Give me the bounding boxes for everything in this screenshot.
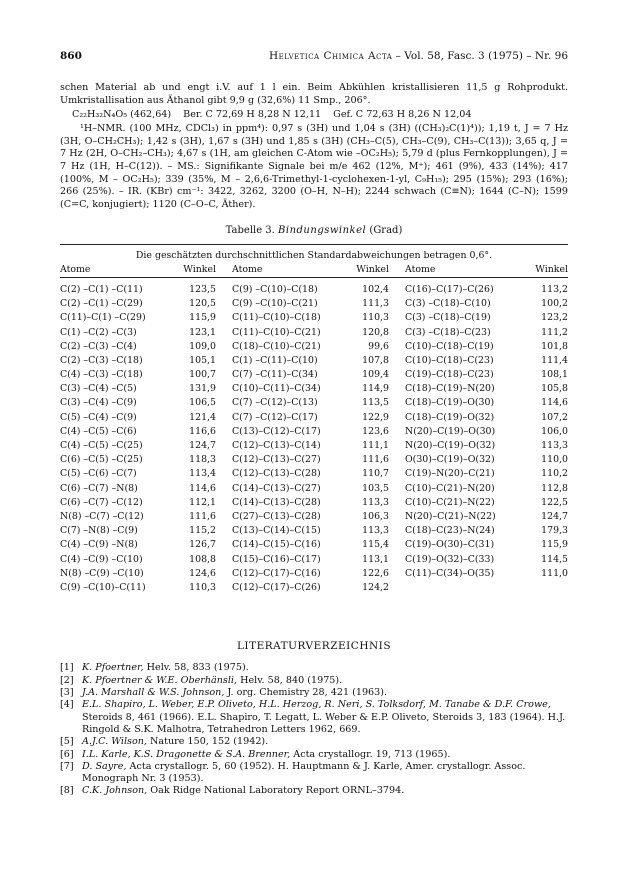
reference-number: [5] — [60, 736, 74, 748]
table-row — [60, 325, 568, 339]
page — [60, 50, 568, 798]
molecular-formula: C₂₂H₃₂N₄O₅ (462,64) — [72, 109, 172, 121]
atoms-cell: C(7) –N(8) –C(9) — [60, 525, 138, 537]
table-row — [60, 538, 568, 552]
atoms-cell: C(6) –C(7) –C(12) — [60, 496, 143, 508]
atoms-cell: C(7) –C(12)–C(17) — [232, 411, 318, 423]
reference-number: [2] — [60, 674, 74, 686]
reference-item — [60, 687, 568, 699]
atoms-cell: C(1) –C(2) –C(3) — [60, 326, 137, 338]
table-caption-suffix: (Grad) — [369, 225, 403, 237]
reference-source: Helv. 58, 840 (1975). — [237, 674, 343, 686]
bond-angle-table — [60, 244, 568, 594]
found-values: Gef. C 72,63 H 8,26 N 12,04 — [333, 109, 472, 121]
atoms-cell: C(12)–C(13)–C(14) — [232, 440, 321, 451]
atoms-cell: C(13)–C(14)–C(15) — [232, 525, 321, 537]
angle-cell: 122,6 — [362, 567, 389, 579]
reference-text — [82, 761, 568, 786]
table-caption-title: Bindungswinkel — [278, 225, 367, 237]
header-angle-1: Winkel — [170, 262, 232, 278]
table-row — [60, 509, 568, 523]
references-title: LITERATURVERZEICHNIS — [236, 640, 392, 653]
atoms-cell: C(6) –C(7) –N(8) — [60, 482, 138, 494]
angle-cell: 103,5 — [362, 482, 389, 494]
angle-cell: 110,2 — [541, 468, 568, 480]
angle-cell: 111,3 — [362, 298, 389, 310]
angle-cell: 101,8 — [541, 340, 568, 352]
angle-cell: 115,2 — [189, 525, 216, 537]
reference-text — [82, 749, 568, 761]
reference-source: J. org. Chemistry 28, 421 (1963). — [224, 687, 388, 699]
reference-text — [82, 785, 568, 797]
reference-number: [8] — [60, 785, 74, 797]
reference-item — [60, 699, 568, 736]
angle-cell: 110,3 — [362, 312, 389, 324]
angle-cell: 113,3 — [362, 496, 389, 508]
atoms-cell: C(5) –C(4) –C(9) — [60, 411, 137, 423]
angle-cell: 113,1 — [362, 553, 389, 565]
angle-cell: 115,9 — [189, 312, 216, 324]
reference-item — [60, 761, 568, 786]
reference-item — [60, 662, 568, 674]
angle-cell: 110,0 — [541, 454, 568, 466]
journal-title: Helvetica Chimica Acta — [269, 50, 393, 62]
atoms-cell: C(9) –C(10)–C(18) — [232, 283, 318, 295]
angle-cell: 107,2 — [541, 411, 568, 423]
atoms-cell: C(10)–C(11)–C(34) — [232, 383, 321, 395]
table-caption-prefix: Tabelle 3. — [225, 225, 275, 237]
reference-text — [82, 687, 568, 699]
table-note-row — [60, 245, 568, 263]
table-caption — [60, 225, 568, 236]
angle-cell: 110,3 — [189, 581, 216, 593]
reference-authors: A.J.C. Wilson, — [82, 736, 147, 748]
reference-number: [1] — [60, 662, 74, 674]
table-row — [60, 438, 568, 452]
page-number: 860 — [60, 50, 82, 62]
spectra-paragraph: ¹H–NMR. (100 MHz, CDCl₃) in ppm⁴): 0,97 s (3H) und 1,04 s (3H) ((CH₃)₂C(1)⁴)); 1,19 t, J = 7 Hz (3H, O–CH₂CH₃); 1,42 s (3H), 1,67 s (3H) und 1,85 s (3H) (CH₃–C(5), CH₃–C(9), CH₃–C(13)); 3,65 q, J = 7 Hz (2H, O–CH₂–CH₃); 4,67 s (1H, am gleichen C-Atom wie –OC₂H₅); 5,79 d (plus Fernkopplungen), J = 7 Hz (1H, H–C(12)). – MS.: Signifikante Signale bei m/e 462 (12%, M⁺); 461 (9%), 433 (14%); 417 (100%, M – OC₂H₅); 339 (35%, M – 2,6,6-Trimethyl-1-cyclohexen-1-yl, C₉H₁₅); 295 (15%); 293 (16%); 266 (25%). – IR. (KBr) cm⁻¹: 3422, 3262, 3200 (O–H, N–H); 2244 schwach (C≡N); 1644 (C–N); 1599 (C=C, konjugiert); 1120 (C–O–C, Äther). — [60, 123, 568, 210]
reference-text — [82, 699, 568, 736]
reference-source: Acta crystallogr. 5, 60 (1952). H. Hauptmann & J. Karle, Amer. crystallogr. Assoc. Monograph Nr. 3 (1953). — [82, 760, 526, 785]
atoms-cell: C(18)–C(19)–O(30) — [405, 397, 495, 409]
atoms-cell: C(1) –C(11)–C(10) — [232, 354, 318, 366]
angle-cell: 109,4 — [362, 369, 389, 381]
angle-cell: 105,1 — [189, 354, 216, 366]
table-row — [60, 311, 568, 325]
atoms-cell: C(11)–C(10)–C(18) — [232, 312, 321, 324]
atoms-cell: C(3) –C(18)–C(10) — [405, 298, 491, 310]
reference-item — [60, 749, 568, 761]
atoms-cell: C(27)–C(13)–C(28) — [232, 510, 321, 522]
atoms-cell: C(5) –C(6) –C(7) — [60, 468, 137, 480]
intro-paragraph: schen Material ab und engt i.V. auf 1 l ein. Beim Abkühlen kristallisieren 11,5 g Rohprodukt. Umkristallisation aus Äthanol gibt 9,9 g (32,6%) 11 Smp., 206°. — [60, 82, 568, 106]
reference-number: [6] — [60, 748, 74, 760]
angle-cell: 102,4 — [362, 283, 389, 295]
angle-cell: 113,2 — [541, 283, 568, 295]
header-angle-3: Winkel — [525, 262, 568, 278]
angle-cell: 114,9 — [362, 383, 389, 395]
angle-cell: 111,6 — [362, 454, 389, 466]
atoms-cell: C(12)–C(13)–C(28) — [232, 468, 321, 480]
angle-cell: 111,2 — [541, 326, 568, 338]
atoms-cell: C(9) –C(10)–C(21) — [232, 298, 318, 310]
angle-cell: 123,5 — [189, 283, 216, 295]
atoms-cell: C(9) –C(10)–C(11) — [60, 581, 146, 593]
angle-cell: 113,3 — [362, 525, 389, 537]
angle-cell: 122,9 — [362, 411, 389, 423]
angle-cell: 116,6 — [189, 425, 216, 437]
angle-cell: 124,7 — [189, 440, 216, 451]
angle-cell: 99,6 — [368, 340, 389, 352]
reference-text — [82, 675, 568, 687]
table-row — [60, 524, 568, 538]
atoms-cell — [405, 580, 525, 594]
angle-cell: 113,5 — [362, 397, 389, 409]
table-row — [60, 580, 568, 594]
journal-line — [269, 50, 568, 62]
atoms-cell: C(2) –C(1) –C(29) — [60, 298, 143, 310]
angle-cell: 108,1 — [541, 369, 568, 381]
atoms-cell: C(4) –C(3) –C(18) — [60, 369, 143, 381]
reference-authors: J.A. Marshall & W.S. Johnson, — [82, 687, 225, 699]
header-atoms-2: Atome — [232, 262, 347, 278]
angle-cell: 112,8 — [541, 482, 568, 494]
atoms-cell: C(7) –C(12)–C(13) — [232, 397, 318, 409]
table-row — [60, 339, 568, 353]
reference-source: Steroids 8, 461 (1966). E.L. Shapiro, T. Legatt, L. Weber & E.P. Oliveto, Steroids 3, 183 (1964). H.J. Ringold & S.K. Malhotra, Tetrahedron Letters 1962, 669. — [82, 711, 566, 735]
reference-text — [82, 662, 568, 674]
atoms-cell: C(3) –C(4) –C(9) — [60, 397, 137, 409]
table-row — [60, 297, 568, 311]
angle-cell: 126,7 — [189, 539, 216, 551]
angle-cell: 118,3 — [189, 454, 216, 466]
atoms-cell: C(18)–C(23)–N(24) — [405, 525, 495, 537]
table-row — [60, 552, 568, 566]
angle-cell: 111,1 — [362, 440, 389, 451]
angle-cell: 100,2 — [541, 298, 568, 310]
reference-list — [60, 662, 568, 797]
angle-cell: 120,8 — [362, 326, 389, 338]
reference-item — [60, 736, 568, 748]
table-note: Die geschätzten durchschnittlichen Standardabweichungen betragen 0,6°. — [60, 245, 568, 263]
angle-cell: 114,5 — [541, 553, 568, 565]
reference-authors: K. Pfoertner & W.E. Oberhänsli, — [82, 674, 238, 686]
header-atoms-3: Atome — [405, 262, 525, 278]
table-row — [60, 424, 568, 438]
reference-authors: D. Sayre, — [82, 760, 127, 772]
atoms-cell: C(4) –C(5) –C(25) — [60, 440, 143, 451]
atoms-cell: C(2) –C(1) –C(11) — [60, 283, 143, 295]
angle-cell: 105,8 — [541, 383, 568, 395]
atoms-cell: C(3) –C(18)–C(19) — [405, 312, 491, 324]
table-row — [60, 278, 568, 297]
atoms-cell: C(12)–C(13)–C(27) — [232, 454, 321, 466]
angle-cell: 114,6 — [541, 397, 568, 409]
reference-item — [60, 675, 568, 687]
reference-authors: K. Pfoertner, — [82, 662, 144, 674]
table-row — [60, 453, 568, 467]
atoms-cell: C(12)–C(17)–C(16) — [232, 567, 321, 579]
atoms-cell: N(8) –C(7) –C(12) — [60, 510, 144, 522]
atoms-cell: C(10)–C(18)–C(19) — [405, 340, 494, 352]
reference-number: [7] — [60, 760, 74, 772]
atoms-cell: C(7) –C(11)–C(34) — [232, 369, 318, 381]
angle-cell: 113,4 — [189, 468, 216, 480]
angle-cell: 112,1 — [189, 496, 216, 508]
atoms-cell: C(13)–C(12)–C(17) — [232, 425, 321, 437]
angle-cell: 110,7 — [362, 468, 389, 480]
angle-cell — [525, 580, 568, 594]
angle-cell: 124,2 — [362, 581, 389, 593]
atoms-cell: C(18)–C(19)–O(32) — [405, 411, 495, 423]
angle-cell: 123,6 — [362, 425, 389, 437]
angle-cell: 121,4 — [189, 411, 216, 423]
angle-cell: 179,3 — [541, 525, 568, 537]
header-angle-2: Winkel — [347, 262, 405, 278]
atoms-cell: N(20)–C(19)–O(32) — [405, 440, 496, 451]
reference-authors: C.K. Johnson, — [82, 785, 148, 797]
angle-cell: 115,9 — [541, 539, 568, 551]
reference-number: [3] — [60, 687, 74, 699]
atoms-cell: C(3) –C(4) –C(5) — [60, 383, 137, 395]
angle-cell: 109,0 — [189, 340, 216, 352]
table-row — [60, 481, 568, 495]
angle-cell: 107,8 — [362, 354, 389, 366]
angle-cell: 115,4 — [362, 539, 389, 551]
angle-cell: 108,8 — [189, 553, 216, 565]
atoms-cell: C(19)–O(32)–C(33) — [405, 553, 495, 565]
angle-cell: 113,3 — [541, 440, 568, 451]
atoms-cell: C(11)–C(10)–C(21) — [232, 326, 321, 338]
atoms-cell: C(10)–C(21)–N(20) — [405, 482, 495, 494]
atoms-cell: C(3) –C(18)–C(23) — [405, 326, 491, 338]
elemental-analysis — [72, 108, 568, 121]
atoms-cell: C(14)–C(15)–C(16) — [232, 539, 321, 551]
atoms-cell: C(14)–C(13)–C(27) — [232, 482, 321, 494]
atoms-cell: C(11)–C(1) –C(29) — [60, 312, 146, 324]
atoms-cell: C(15)–C(16)–C(17) — [232, 553, 321, 565]
table-row — [60, 467, 568, 481]
reference-authors: I.L. Karle, K.S. Dragonette & S.A. Brenner, — [82, 748, 291, 760]
page-header — [60, 50, 568, 62]
angle-cell: 123,1 — [189, 326, 216, 338]
atoms-cell: C(2) –C(3) –C(4) — [60, 340, 137, 352]
angle-cell: 122,5 — [541, 496, 568, 508]
reference-text — [82, 736, 568, 748]
table-row — [60, 382, 568, 396]
table-row — [60, 566, 568, 580]
angle-cell: 120,5 — [189, 298, 216, 310]
table-row — [60, 410, 568, 424]
atoms-cell: C(18)–C(19)–N(20) — [405, 383, 495, 395]
atoms-cell: C(19)–O(30)–C(31) — [405, 539, 495, 551]
reference-source: Helv. 58, 833 (1975). — [143, 662, 249, 674]
reference-number: [4] — [60, 699, 74, 711]
reference-source: Acta crystallogr. 19, 713 (1965). — [290, 748, 451, 760]
atoms-cell: O(30)–C(19)–O(32) — [405, 454, 495, 466]
table-row — [60, 353, 568, 367]
atoms-cell: C(14)–C(13)–C(28) — [232, 496, 321, 508]
atoms-cell: N(20)–C(19)–O(30) — [405, 425, 496, 437]
reference-source: Nature 150, 152 (1942). — [146, 736, 269, 748]
angle-cell: 100,7 — [189, 369, 216, 381]
atoms-cell: N(8) –C(9) –C(10) — [60, 567, 144, 579]
angle-cell: 106,0 — [541, 425, 568, 437]
angle-cell: 124,6 — [189, 567, 216, 579]
atoms-cell: C(10)–C(21)–N(22) — [405, 496, 495, 508]
atoms-cell: C(19)–C(18)–C(23) — [405, 369, 494, 381]
angle-cell: 111,0 — [541, 567, 568, 579]
header-atoms-1: Atome — [60, 262, 170, 278]
reference-source: Oak Ridge National Laboratory Report ORNL–3794. — [147, 785, 405, 797]
atoms-cell: C(4) –C(9) –C(10) — [60, 553, 143, 565]
angle-cell: 124,7 — [541, 510, 568, 522]
atoms-cell: C(6) –C(5) –C(25) — [60, 454, 143, 466]
angle-cell: 131,9 — [189, 383, 216, 395]
calculated-values: Ber. C 72,69 H 8,28 N 12,11 — [183, 109, 322, 121]
table-row — [60, 396, 568, 410]
table-row — [60, 495, 568, 509]
angle-cell: 123,2 — [541, 312, 568, 324]
atoms-cell: C(16)–C(17)–C(26) — [405, 283, 494, 295]
table-row — [60, 367, 568, 381]
atoms-cell: C(12)–C(17)–C(26) — [232, 581, 321, 593]
atoms-cell: C(4) –C(9) –N(8) — [60, 539, 138, 551]
angle-cell: 106,5 — [189, 397, 216, 409]
atoms-cell: N(20)–C(21)–N(22) — [405, 510, 496, 522]
atoms-cell: C(10)–C(18)–C(23) — [405, 354, 494, 366]
angle-cell: 111,4 — [541, 354, 568, 366]
atoms-cell: C(18)–C(10)–C(21) — [232, 340, 321, 352]
angle-cell: 106,3 — [362, 510, 389, 522]
volume-info: – Vol. 58, Fasc. 3 (1975) – Nr. 96 — [395, 50, 568, 62]
reference-authors: E.L. Shapiro, L. Weber, E.P. Oliveto, H.L. Herzog, R. Neri, S. Tolksdorf, M. Tanabe & D.F. Crowe, — [82, 699, 551, 711]
table-header-row — [60, 262, 568, 278]
angle-cell: 114,6 — [189, 482, 216, 494]
atoms-cell: C(11)–C(34)–O(35) — [405, 567, 495, 579]
angle-cell: 111,6 — [189, 510, 216, 522]
atoms-cell: C(2) –C(3) –C(18) — [60, 354, 143, 366]
reference-item — [60, 785, 568, 797]
atoms-cell: C(19)–N(20)–C(21) — [405, 468, 495, 480]
atoms-cell: C(4) –C(5) –C(6) — [60, 425, 137, 437]
